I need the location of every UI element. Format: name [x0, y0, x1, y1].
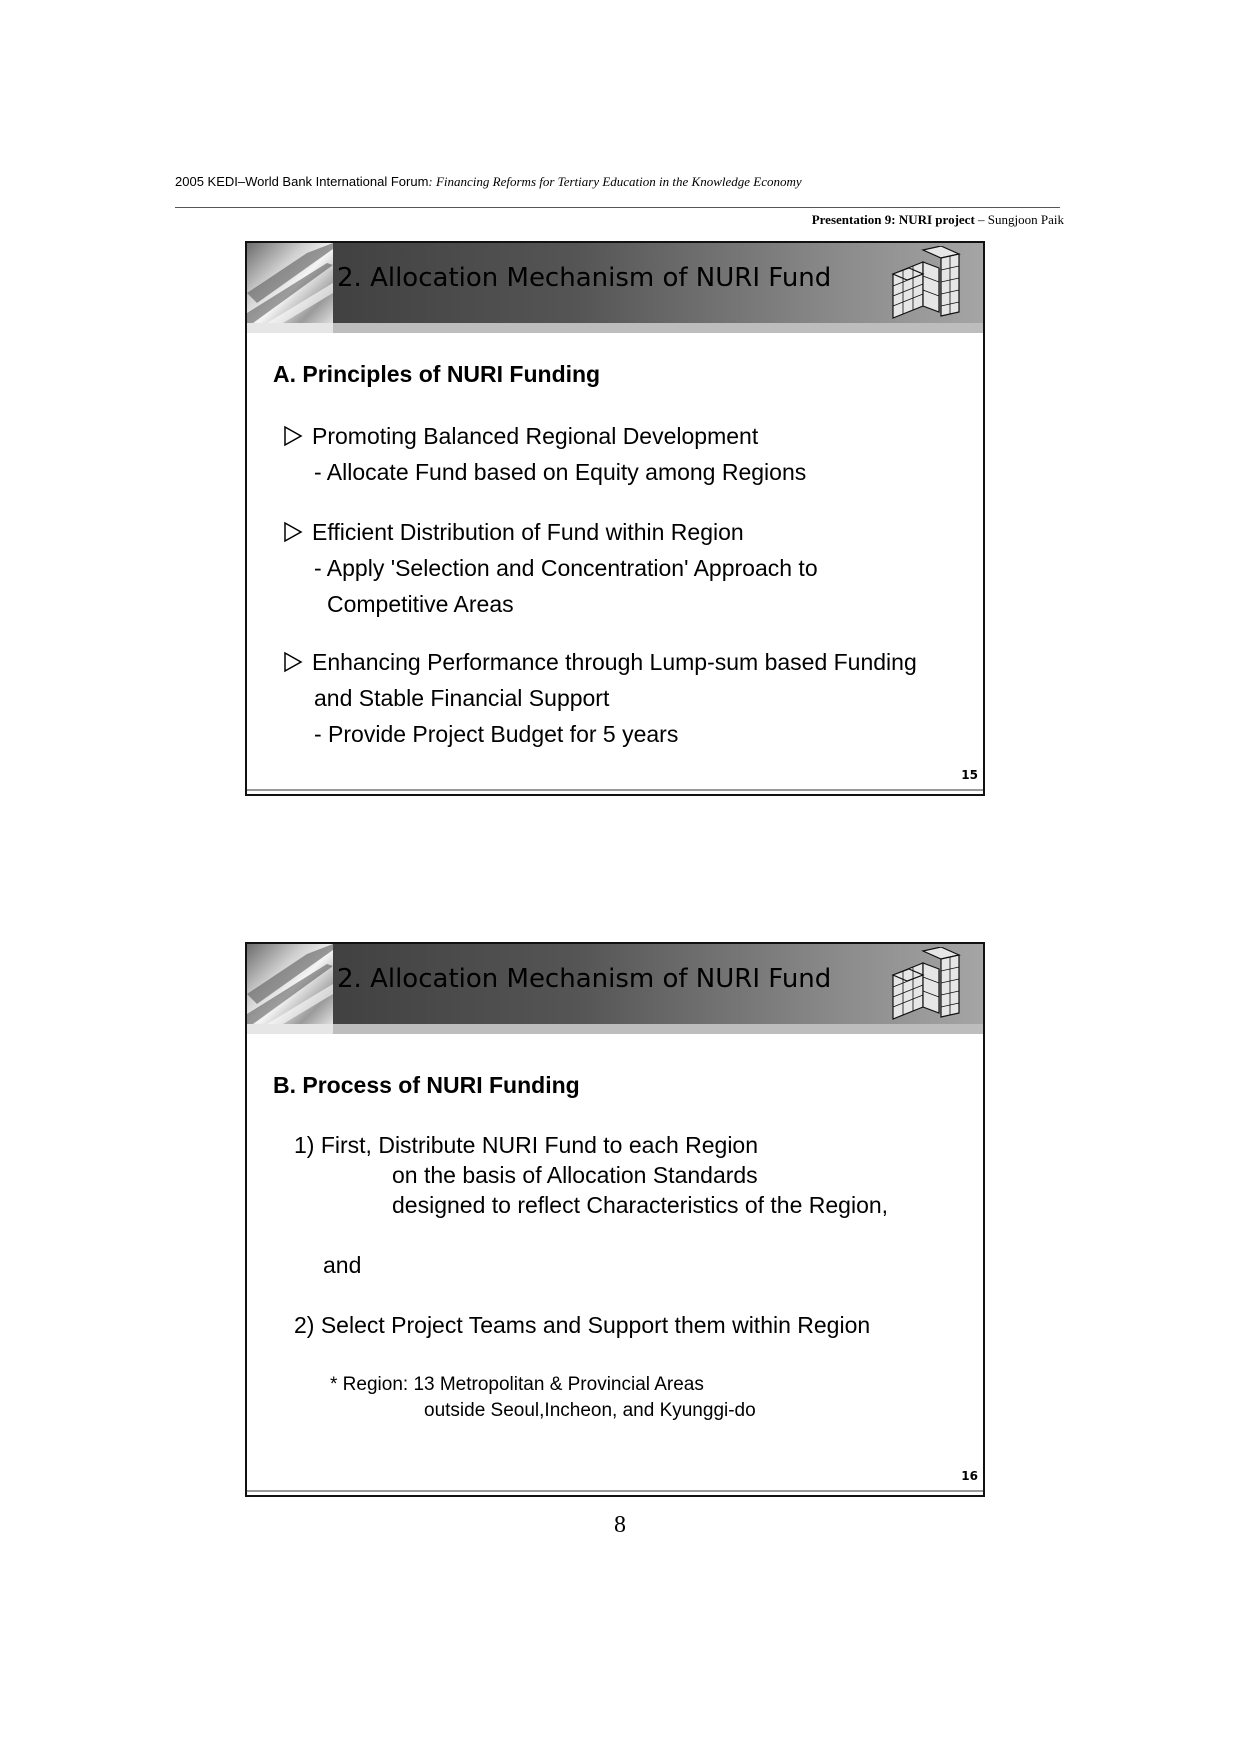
banner-band [333, 323, 983, 333]
slide-number: 15 [961, 768, 978, 782]
step-1-text: designed to reflect Characteristics of the Region, [392, 1192, 889, 1218]
slide-banner [247, 944, 983, 1024]
cube-blocks-icon [883, 947, 969, 1024]
region-note: outside Seoul,Incheon, and Kyunggi-do [424, 1400, 756, 1421]
bullet-subtext: and Stable Financial Support [314, 685, 610, 711]
slide-title: 2. Allocation Mechanism of NURI Fund [337, 263, 832, 293]
slide-title: 2. Allocation Mechanism of NURI Fund [337, 964, 832, 994]
slide-number: 16 [961, 1469, 978, 1483]
presentation-header [812, 212, 1064, 228]
connector-text: and [323, 1252, 362, 1278]
step-1-text: on the basis of Allocation Standards [392, 1162, 758, 1188]
bullet-subtext: Competitive Areas [327, 591, 514, 617]
step-2-text: 2) Select Project Teams and Support them within Region [294, 1312, 871, 1338]
banner-photo-image [247, 243, 333, 323]
presenter-name: – Sungjoon Paik [974, 212, 1064, 227]
triangle-bullet-icon [283, 425, 303, 447]
bullet-subtext: - Provide Project Budget for 5 years [314, 721, 679, 747]
triangle-bullet-icon [283, 651, 303, 673]
presentation-title: Presentation 9: NURI project [811, 212, 975, 227]
cube-blocks-icon [883, 246, 969, 323]
section-title: B. Process of NURI Funding [273, 1072, 580, 1098]
step-1-text: 1) First, Distribute NURI Fund to each Region [294, 1132, 759, 1158]
slide-banner [247, 243, 983, 323]
slide-15 [245, 241, 985, 796]
bullet-text: Enhancing Performance through Lump-sum based Funding [312, 649, 917, 675]
forum-subtitle: : Financing Reforms for Tertiary Education in the Knowledge Economy [428, 174, 802, 189]
bullet-subtext: - Apply 'Selection and Concentration' Approach to [314, 555, 818, 581]
slide-bottom-rule [247, 789, 983, 791]
region-note: * Region: 13 Metropolitan & Provincial Areas [330, 1374, 704, 1395]
slide-bottom-rule [247, 1490, 983, 1492]
banner-band [333, 1024, 983, 1034]
bullet-text: Efficient Distribution of Fund within Region [312, 519, 744, 545]
section-title: A. Principles of NURI Funding [273, 361, 601, 387]
forum-header [175, 174, 802, 190]
triangle-bullet-icon [283, 521, 303, 543]
header-rule [175, 207, 1060, 208]
bullet-text: Promoting Balanced Regional Development [312, 423, 759, 449]
bullet-subtext: - Allocate Fund based on Equity among Regions [314, 459, 807, 485]
banner-photo-image [247, 944, 333, 1024]
slide-16 [245, 942, 985, 1497]
forum-name: 2005 KEDI–World Bank International Forum [175, 174, 429, 189]
page-number: 8 [614, 1512, 626, 1538]
